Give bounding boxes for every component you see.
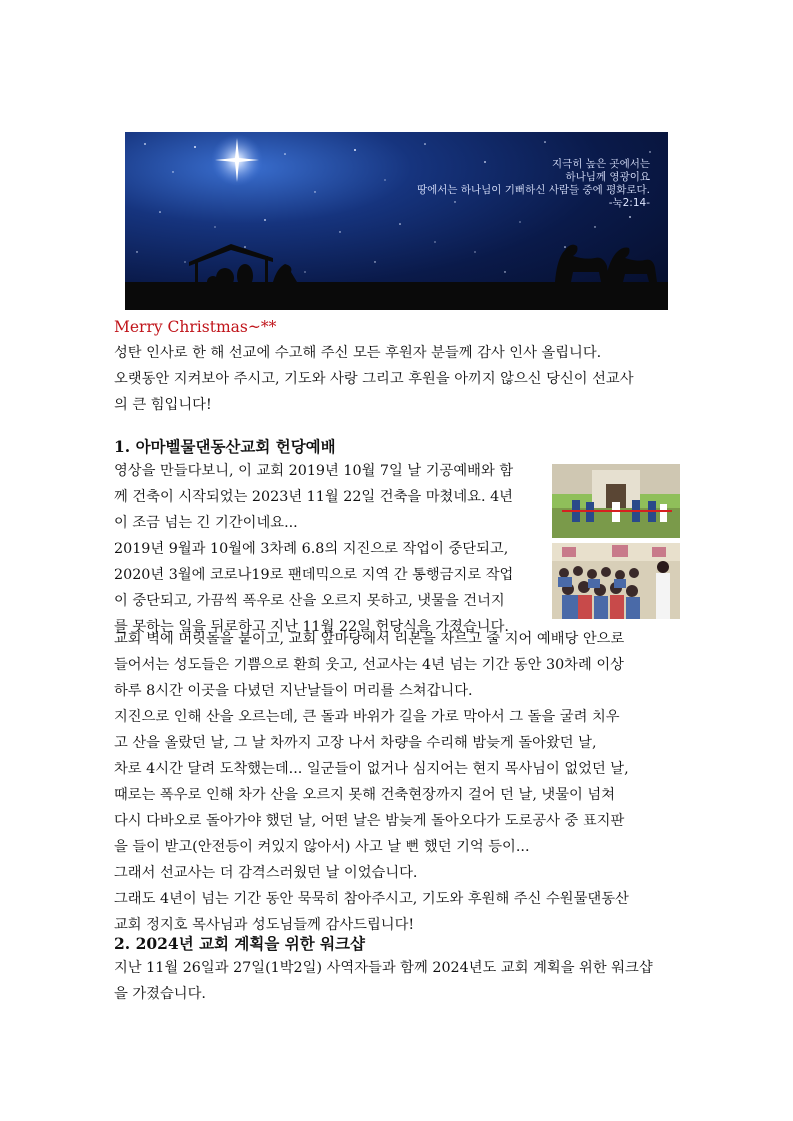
text-line: 때로는 폭우로 인해 차가 산을 오르지 못해 건축현장까지 걸어 던 날, 냇물이 넘쳐 — [114, 787, 616, 803]
text-line: 을 가졌습니다. — [114, 986, 206, 1002]
section1-wide-paragraph — [114, 626, 629, 938]
text-line: 지난 11월 26일과 27일(1박2일) 사역자들과 함께 2024년도 교회 계획을 위한 워크샵 — [114, 960, 653, 976]
section2-paragraph — [114, 955, 653, 1007]
text-line: 차로 4시간 달려 도착했는데... 일군들이 없거나 심지어는 현지 목사님이 없었던 날, — [114, 761, 629, 777]
text-line: 2019년 9월과 10월에 3차례 6.8의 지진으로 작업이 중단되고, — [114, 541, 509, 557]
text-line: 영상을 만들다보니, 이 교회 2019년 10월 7일 날 기공예배와 함 — [114, 463, 514, 479]
text-line: 지진으로 인해 산을 오르는데, 큰 돌과 바위가 길을 가로 막아서 그 돌을 굴려 치우 — [114, 709, 620, 725]
text-line: 교회 정지호 목사님과 성도님들께 감사드립니다! — [114, 917, 415, 933]
verse-line: 하나님께 영광이요 — [565, 171, 650, 183]
text-line: 들어서는 성도들은 기쁨으로 환희 웃고, 선교사는 4년 넘는 기간 동안 30차례 이상 — [114, 657, 624, 673]
greeting-paragraph — [114, 340, 634, 418]
merry-christmas-title: Merry Christmas~** — [114, 318, 277, 336]
text-line: 그래서 선교사는 더 감격스러웠던 날 이었습니다. — [114, 865, 418, 881]
section1-heading: 1. 아마벨물댄동산교회 헌당예배 — [114, 437, 336, 456]
congregation-worship-photo — [552, 543, 680, 619]
verse-line: 땅에서는 하나님이 기뻐하신 사람들 중에 평화로다. — [416, 184, 650, 196]
text-line: 를 못하는 일을 뒤로하고 지난 11월 22일 헌당식을 가졌습니다. — [114, 619, 509, 635]
text-line: 께 건축이 시작되었는 2023년 11월 22일 건축을 마쳤네요. 4년 — [114, 489, 513, 505]
text-line: 다시 다바오로 돌아가야 했던 날, 어떤 날은 밤늦게 돌아오다가 도로공사 중 표지판 — [114, 813, 625, 829]
text-line: 그래도 4년이 넘는 기간 동안 묵묵히 참아주시고, 기도와 후원해 주신 수원물댄동산 — [114, 891, 629, 907]
text-line: 의 큰 힘입니다! — [114, 397, 212, 413]
text-line: 2020년 3월에 코로나19로 팬데믹으로 지역 간 통행금지로 작업 — [114, 567, 514, 583]
text-line: 이 중단되고, 가끔씩 폭우로 산을 오르지 못하고, 냇물을 건너지 — [114, 593, 505, 609]
text-line: 고 산을 올랐던 날, 그 날 차까지 고장 나서 차량을 수리해 밤늦게 돌아왔던 날, — [114, 735, 597, 751]
text-line: 성탄 인사로 한 해 선교에 수고해 주신 모든 후원자 분들께 감사 인사 올립니다. — [114, 345, 602, 361]
text-line: 오랫동안 지켜보아 주시고, 기도와 사랑 그리고 후원을 아끼지 않으신 당신이 선교사 — [114, 371, 634, 387]
section2-heading: 2. 2024년 교회 계획을 위한 워크샵 — [114, 934, 366, 953]
text-line: 교회 벽에 머릿돌을 붙이고, 교회 앞마당에서 리본을 자르고 줄 지어 예배당 안으로 — [114, 631, 625, 647]
text-line: 이 조금 넘는 긴 기간이네요... — [114, 515, 298, 531]
verse-line: 지극히 높은 곳에서는 — [552, 158, 650, 170]
text-line: 하루 8시간 이곳을 다녔던 지난날들이 머리를 스쳐갑니다. — [114, 683, 473, 699]
nativity-banner-image — [125, 132, 668, 310]
ribbon-cutting-photo — [552, 464, 680, 538]
text-line: 을 들이 받고(안전등이 켜있지 않아서) 사고 날 뻔 했던 기억 등이... — [114, 839, 530, 855]
verse-reference: -눅2:14- — [608, 197, 650, 209]
bible-verse — [417, 158, 650, 210]
section1-narrow-paragraph — [114, 458, 513, 640]
